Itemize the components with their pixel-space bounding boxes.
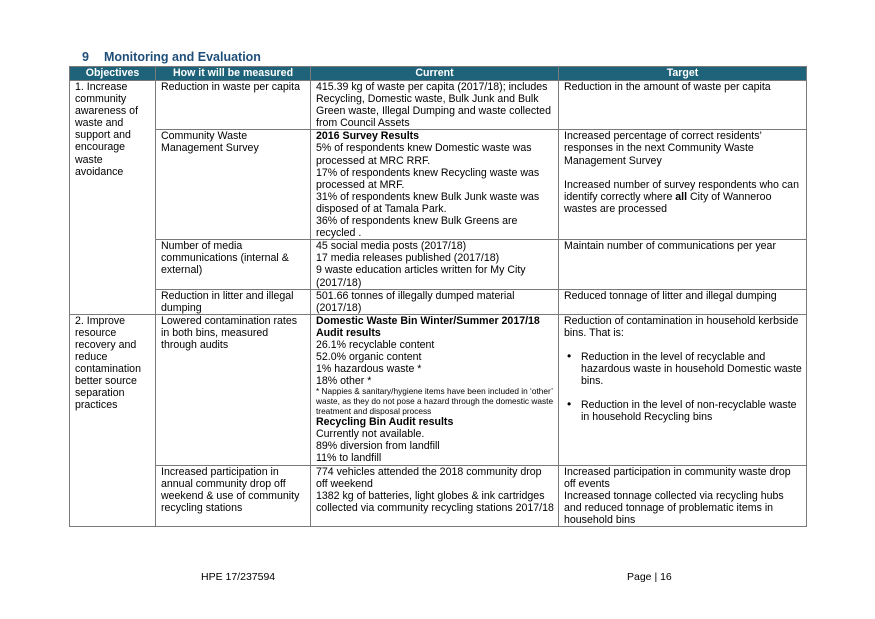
current-line: 11% to landfill bbox=[316, 452, 382, 465]
section-number: 9 bbox=[82, 50, 89, 64]
current-cell bbox=[311, 314, 559, 465]
audit-results-title: Domestic Waste Bin Winter/Summer 2017/18 Audit results bbox=[316, 314, 540, 339]
footnote: * Nappies & sanitary/hygiene items have been included in ‘other’ waste, as they do not pose a hazard through the domestic waste treatment and disposal process bbox=[316, 386, 554, 416]
target-text: City of Wanneroo wastes are processed bbox=[564, 190, 772, 215]
table-row bbox=[70, 289, 807, 314]
target-intro: Reduction of contamination in household kerbside bins. That is: bbox=[564, 314, 799, 339]
objective-cell: 2. Improve resource recovery and reduce contamination better source separation practices bbox=[70, 314, 156, 526]
current-cell bbox=[311, 130, 559, 240]
current-cell: 415.39 kg of waste per capita (2017/18); includes Recycling, Domestic waste, Bulk Junk and Bulk Green waste, Illegal Dumping and waste collected from Council Assets bbox=[311, 81, 559, 130]
table-row bbox=[70, 314, 807, 465]
document-reference: HPE 17/237594 bbox=[201, 571, 276, 583]
measure-cell: Reduction in litter and illegal dumping bbox=[156, 289, 311, 314]
target-paragraph: Increased percentage of correct residents’ responses in the next Community Waste Management Survey bbox=[564, 130, 762, 167]
table-row bbox=[70, 465, 807, 526]
header-measure: How it will be measured bbox=[156, 67, 311, 81]
target-cell: Maintain number of communications per year bbox=[559, 240, 807, 289]
target-text: Increased number of survey respondents who can identify correctly where bbox=[564, 178, 799, 203]
table-row bbox=[70, 240, 807, 289]
objective-cell: 1. Increase community awareness of waste and support and encourage waste avoidance bbox=[70, 81, 156, 315]
recycling-audit-title: Recycling Bin Audit results bbox=[316, 416, 454, 429]
target-paragraph bbox=[564, 179, 802, 215]
target-cell: Reduction in the amount of waste per capita bbox=[559, 81, 807, 130]
measure-cell: Community Waste Management Survey bbox=[156, 130, 311, 240]
spacer bbox=[564, 167, 802, 179]
header-current: Current bbox=[311, 67, 559, 81]
monitoring-table bbox=[69, 66, 807, 527]
current-line: 52.0% organic content bbox=[316, 351, 422, 364]
current-cell bbox=[311, 240, 559, 289]
target-bullet-list bbox=[564, 351, 802, 423]
survey-results-title: 2016 Survey Results bbox=[316, 130, 420, 143]
target-emphasis: all bbox=[675, 190, 688, 203]
target-line: Increased participation in community waste drop off events bbox=[564, 465, 791, 490]
section-title: Monitoring and Evaluation bbox=[104, 50, 261, 64]
measure-cell: Lowered contamination rates in both bins, measured through audits bbox=[156, 314, 311, 465]
current-line: 9 waste education articles written for My City (2017/18) bbox=[316, 264, 526, 289]
spacer bbox=[564, 387, 802, 399]
current-line: 17 media releases published (2017/18) bbox=[316, 252, 500, 265]
measure-cell: Increased participation in annual community drop off weekend & use of community recycling stations bbox=[156, 465, 311, 526]
measure-cell: Number of media communications (internal & external) bbox=[156, 240, 311, 289]
current-line: 5% of respondents knew Domestic waste was processed at MRC RRF. bbox=[316, 142, 532, 167]
current-cell bbox=[311, 465, 559, 526]
current-line: 1% hazardous waste * bbox=[316, 363, 422, 376]
page-number: Page | 16 bbox=[627, 571, 672, 583]
list-item: • Reduction in the level of recyclable and hazardous waste in household Domestic waste bins. bbox=[564, 351, 802, 387]
current-line: 18% other * bbox=[316, 375, 372, 388]
target-line: Increased tonnage collected via recycling hubs and reduced tonnage of problematic items in household bins bbox=[564, 489, 784, 526]
target-cell bbox=[559, 314, 807, 465]
current-line: 45 social media posts (2017/18) bbox=[316, 240, 467, 253]
list-item: • Reduction in the level of non-recyclable waste in household Recycling bins bbox=[564, 399, 802, 423]
current-line: 36% of respondents knew Bulk Greens are recycled . bbox=[316, 215, 518, 240]
target-cell bbox=[559, 465, 807, 526]
header-objectives: Objectives bbox=[70, 67, 156, 81]
current-cell: 501.66 tonnes of illegally dumped material (2017/18) bbox=[311, 289, 559, 314]
current-line: 17% of respondents knew Recycling waste was processed at MRF. bbox=[316, 166, 540, 191]
current-line: 31% of respondents knew Bulk Junk waste was disposed of at Tamala Park. bbox=[316, 190, 540, 215]
current-line: Currently not available. bbox=[316, 428, 425, 441]
current-line: 1382 kg of batteries, light globes & ink cartridges collected via community recycling stations 2017/18 bbox=[316, 489, 554, 514]
table-header-row bbox=[70, 67, 807, 81]
table-row bbox=[70, 81, 807, 130]
target-cell bbox=[559, 130, 807, 240]
table-row bbox=[70, 130, 807, 240]
section-heading bbox=[82, 50, 261, 64]
spacer bbox=[564, 339, 802, 351]
current-line: 89% diversion from landfill bbox=[316, 440, 440, 453]
header-target: Target bbox=[559, 67, 807, 81]
current-line: 774 vehicles attended the 2018 community drop off weekend bbox=[316, 465, 542, 490]
current-line: 26.1% recyclable content bbox=[316, 338, 435, 351]
measure-cell: Reduction in waste per capita bbox=[156, 81, 311, 130]
target-cell: Reduced tonnage of litter and illegal dumping bbox=[559, 289, 807, 314]
